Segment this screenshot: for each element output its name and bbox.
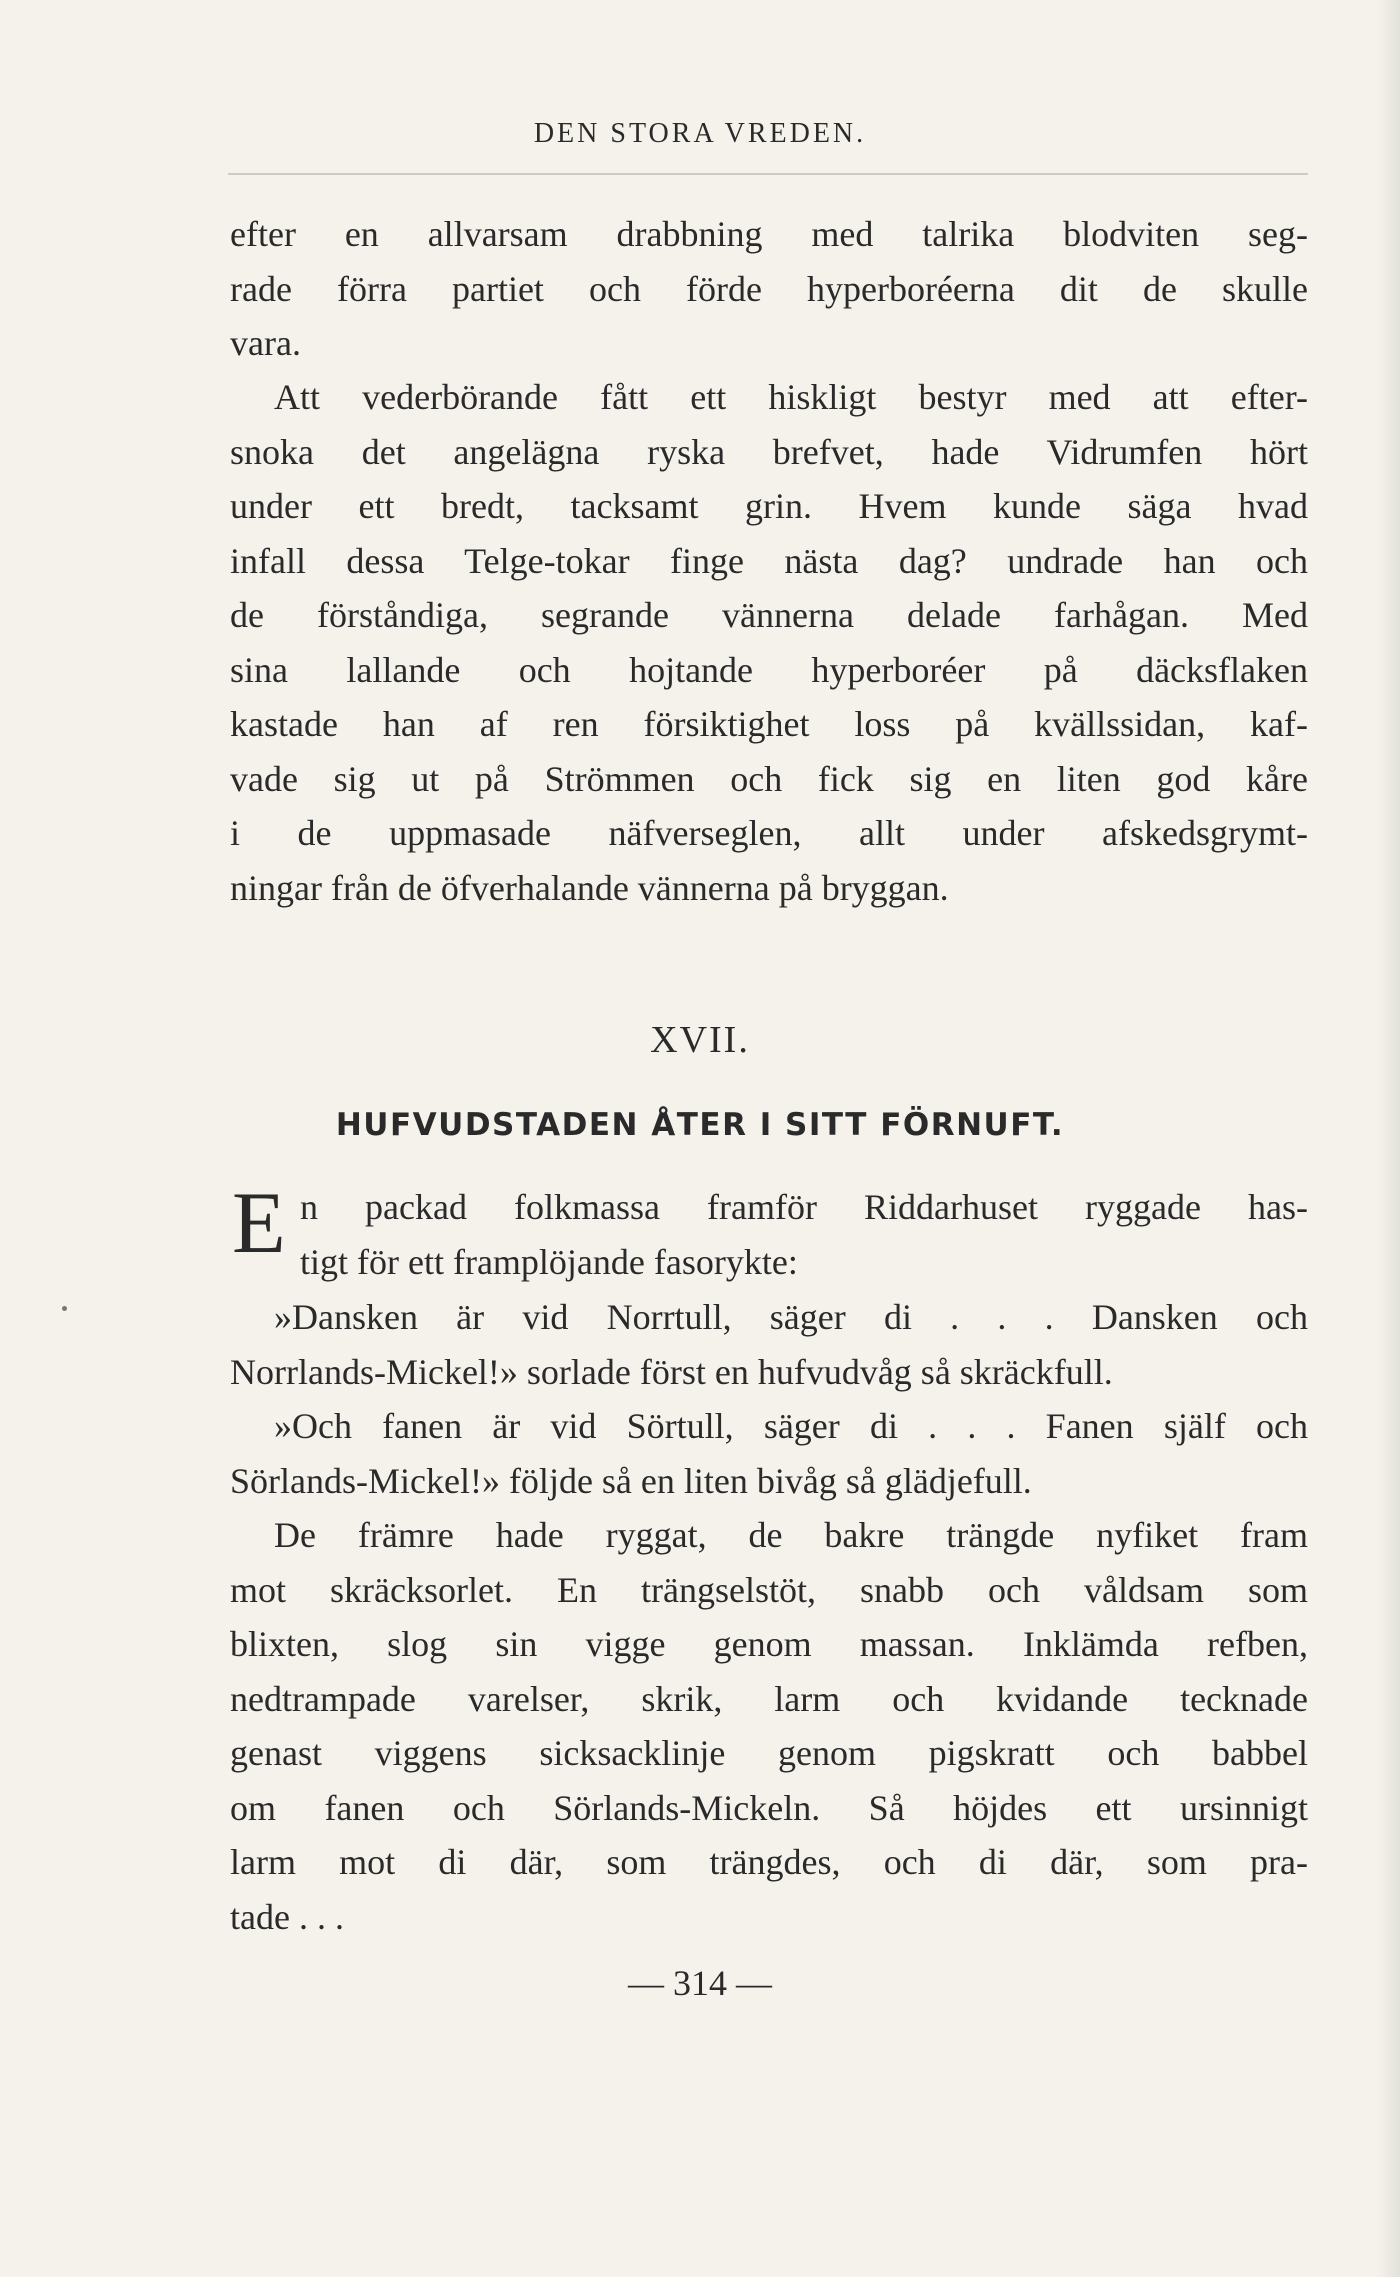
text-line: »Dansken är vid Norrtull, säger di . . . Dansken och bbox=[274, 1297, 1308, 1337]
text-line: under ett bredt, tacksamt grin. Hvem kunde säga hvad bbox=[230, 486, 1308, 526]
text-line: vade sig ut på Strömmen och fick sig en liten god kåre bbox=[230, 758, 1308, 799]
header-rule bbox=[228, 173, 1308, 175]
paragraph-2 bbox=[230, 370, 1308, 915]
text-line: tigt för ett framplöjande fasorykte: bbox=[300, 1241, 798, 1282]
text-line: genast viggens sicksacklinje genom pigskratt och babbel bbox=[230, 1733, 1308, 1773]
text-line: infall dessa Telge-tokar finge nästa dag? undrade han och bbox=[230, 540, 1308, 581]
chapter-title: HUFVUDSTADEN ÅTER I SITT FÖRNUFT. bbox=[335, 1107, 1065, 1143]
text-line: blixten, slog sin vigge genom massan. Inklämda refben, bbox=[230, 1624, 1308, 1664]
text-line: kastade han af ren försiktighet loss på kvällssidan, kaf- bbox=[230, 704, 1308, 744]
paragraph-1 bbox=[230, 207, 1308, 371]
text-line: Norrlands-Mickel!» sorlade först en hufvudvåg så skräckfull. bbox=[230, 1351, 1113, 1392]
text-line: efter en allvarsam drabbning med talrika blodviten seg- bbox=[230, 214, 1308, 254]
text-line: i de uppmasade näfverseglen, allt under afskedsgrymt- bbox=[230, 813, 1308, 853]
paragraph-4 bbox=[230, 1290, 1308, 1399]
text-line: nedtrampade varelser, skrik, larm och kvidande tecknade bbox=[230, 1678, 1308, 1719]
drop-cap: E bbox=[232, 1175, 286, 1272]
text-line: »Och fanen är vid Sörtull, säger di . . . Fanen själf och bbox=[274, 1406, 1308, 1446]
text-line: de förståndiga, segrande vännerna delade farhågan. Med bbox=[230, 595, 1308, 635]
text-line: vara. bbox=[230, 323, 301, 363]
page-edge-shadow bbox=[1378, 0, 1400, 2277]
text-line: n packad folkmassa framför Riddarhuset ryggade has- bbox=[300, 1187, 1308, 1227]
text-line: mot skräcksorlet. En trängselstöt, snabb och våldsam som bbox=[230, 1569, 1308, 1610]
text-line: sina lallande och hojtande hyperboréer på däcksflaken bbox=[230, 649, 1308, 690]
paragraph-6 bbox=[230, 1508, 1308, 1944]
text-line: om fanen och Sörlands-Mickeln. Så höjdes ett ursinnigt bbox=[230, 1787, 1308, 1828]
chapter-number: XVII. bbox=[650, 1019, 750, 1061]
running-head: DEN STORA VREDEN. bbox=[533, 118, 867, 149]
text-line: Att vederbörande fått ett hiskligt bestyr med att efter- bbox=[274, 377, 1308, 417]
text-line: larm mot di där, som trängdes, och di där, som pra- bbox=[230, 1842, 1308, 1882]
text-line: rade förra partiet och förde hyperboréerna dit de skulle bbox=[230, 268, 1308, 309]
text-line: tade . . . bbox=[230, 1896, 344, 1937]
text-line: ningar från de öfverhalande vännerna på bryggan. bbox=[230, 867, 949, 908]
paragraph-3 bbox=[300, 1180, 1308, 1289]
margin-mark bbox=[62, 1306, 67, 1311]
text-line: De främre hade ryggat, de bakre trängde nyfiket fram bbox=[274, 1515, 1308, 1555]
text-line: Sörlands-Mickel!» följde så en liten bivåg så glädjefull. bbox=[230, 1460, 1032, 1501]
paragraph-5 bbox=[230, 1399, 1308, 1508]
page-number: — 314 — bbox=[628, 1963, 772, 2003]
text-line: snoka det angelägna ryska brefvet, hade Vidrumfen hört bbox=[230, 431, 1308, 472]
